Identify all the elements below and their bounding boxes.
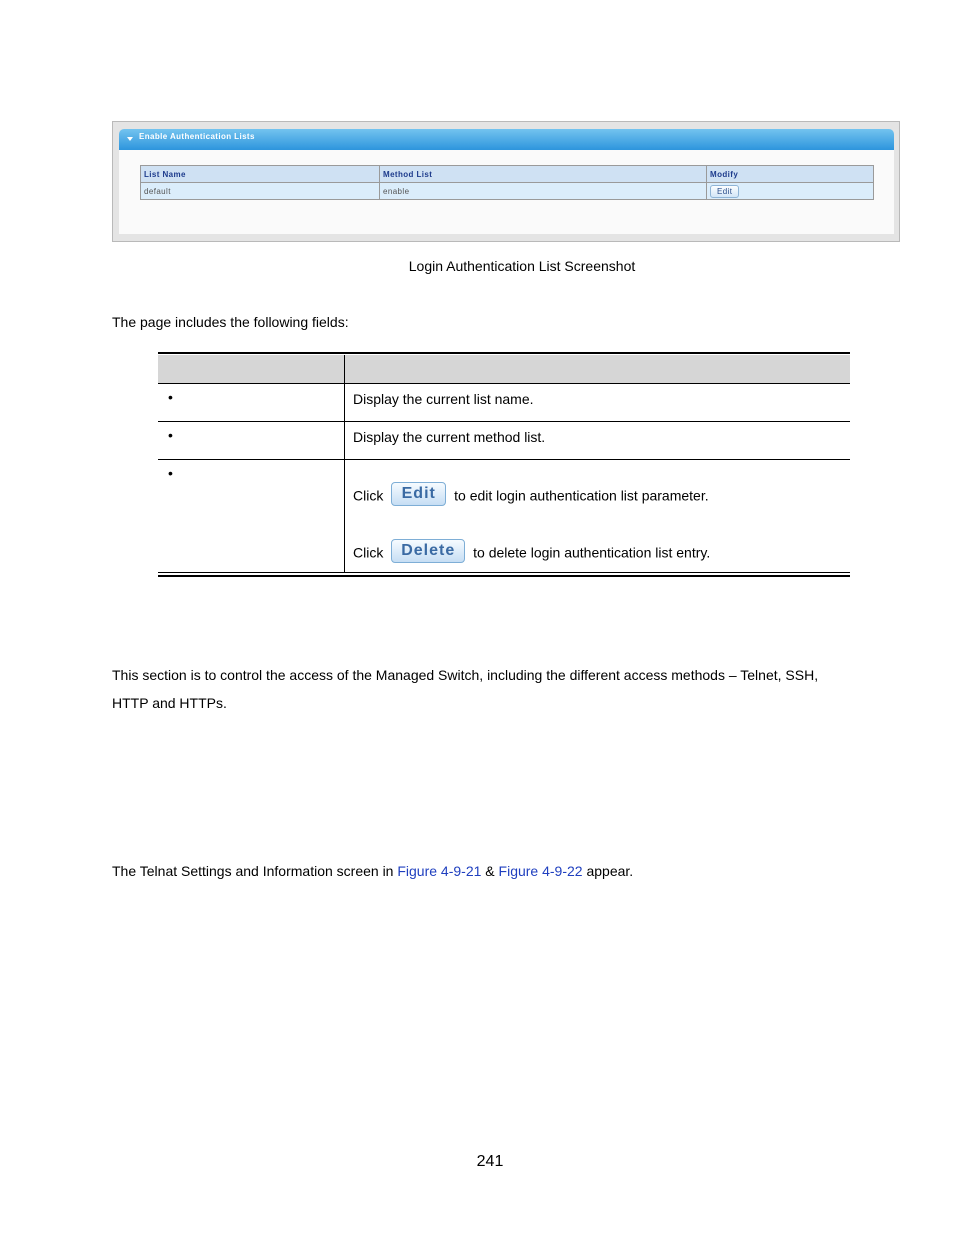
bullet: • xyxy=(168,427,173,443)
delete-instruction xyxy=(353,542,710,566)
figure-link-4-9-21[interactable]: Figure 4-9-21 xyxy=(397,863,482,879)
table-bottom-rule xyxy=(158,572,850,573)
section-text-line2: HTTP and HTTPs. xyxy=(112,695,227,711)
telnet-paragraph xyxy=(112,857,633,885)
column-header-method-list: Method List xyxy=(380,166,707,183)
telnet-text-after: appear. xyxy=(582,863,634,879)
click-word: Click xyxy=(353,544,384,561)
column-header-modify: Modify xyxy=(707,166,874,183)
bullet: • xyxy=(168,389,173,405)
edit-button[interactable]: Edit xyxy=(710,185,739,198)
figure-link-4-9-22[interactable]: Figure 4-9-22 xyxy=(498,863,583,879)
table-divider xyxy=(158,383,850,384)
click-word: Click xyxy=(353,487,384,504)
delete-description: to delete login authentication list entry. xyxy=(473,544,711,561)
table-bottom-rule xyxy=(158,575,850,577)
page-number xyxy=(0,1153,954,1171)
cell-modify xyxy=(707,183,874,200)
edit-button-image: Edit xyxy=(391,482,446,506)
table-row xyxy=(141,183,874,200)
table-header xyxy=(158,355,850,384)
edit-description: to edit login authentication list parameter. xyxy=(454,487,709,504)
delete-button-image: Delete xyxy=(391,539,465,563)
telnet-text-before: The Telnat Settings and Information screen in xyxy=(112,863,398,879)
table-divider xyxy=(158,421,850,422)
panel-header[interactable] xyxy=(119,129,894,150)
figure-caption xyxy=(0,258,954,274)
table-divider xyxy=(158,459,850,460)
panel-title: Enable Authentication Lists xyxy=(139,132,255,141)
table-column-divider xyxy=(344,355,345,572)
field-description: Display the current method list. xyxy=(353,429,546,445)
ampersand: & xyxy=(481,863,499,879)
cell-list-name: default xyxy=(141,183,380,200)
authentication-list-table xyxy=(140,165,874,200)
edit-instruction xyxy=(353,485,709,509)
caption-text: Login Authentication List Screenshot xyxy=(408,258,636,274)
collapse-triangle-icon[interactable] xyxy=(127,137,133,141)
page-number-text: 241 xyxy=(476,1153,504,1170)
field-description: Display the current list name. xyxy=(353,391,534,407)
table-header-row xyxy=(141,166,874,183)
section-text-line1: This section is to control the access of the Managed Switch, including the different access methods – Telnet, SSH, xyxy=(112,667,819,683)
intro-text: The page includes the following fields: xyxy=(112,314,349,330)
cell-method-list: enable xyxy=(380,183,707,200)
column-header-list-name: List Name xyxy=(141,166,380,183)
table-top-rule xyxy=(158,352,850,354)
bullet: • xyxy=(168,465,173,481)
